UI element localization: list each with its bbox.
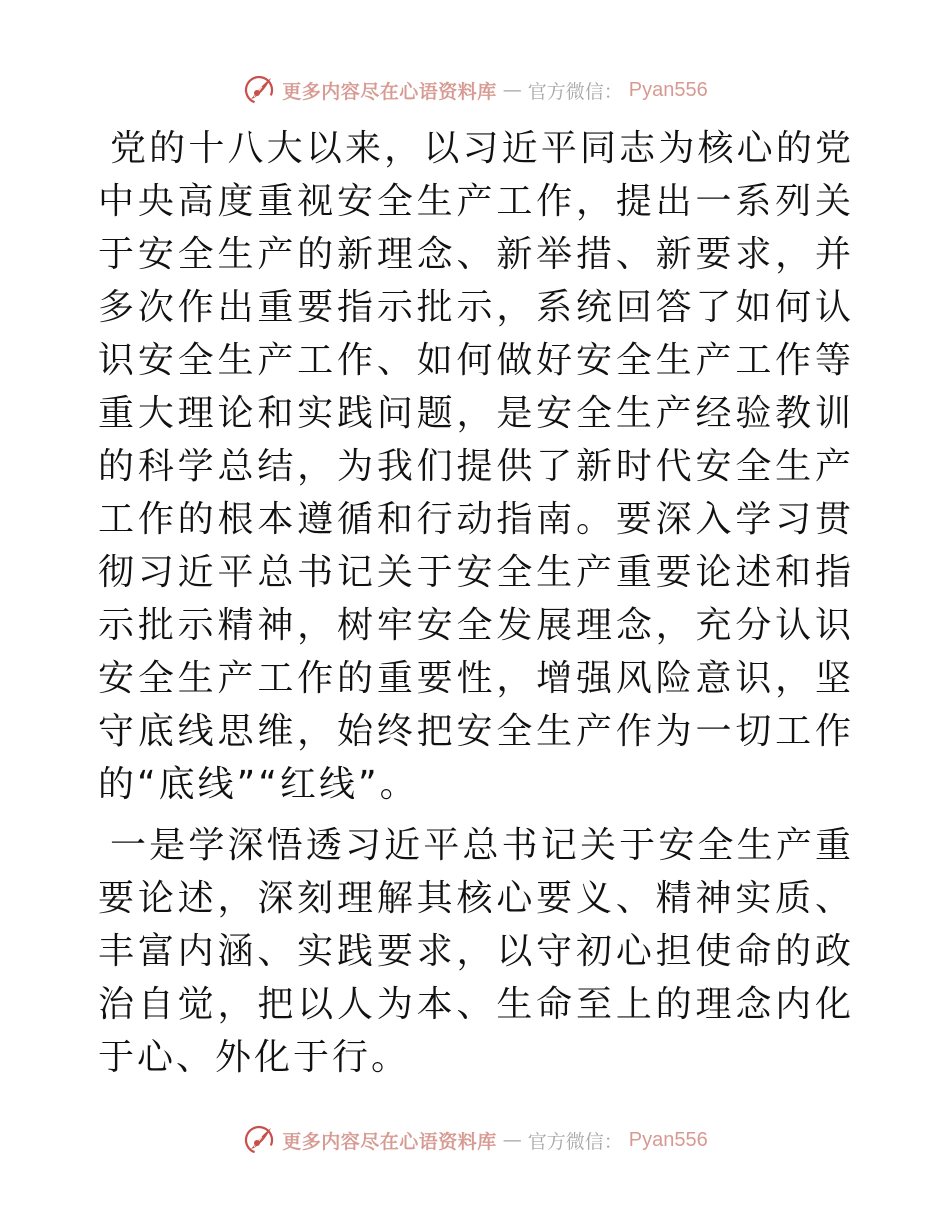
watermark-main-text: 更多内容尽在心语资料库 (282, 1130, 497, 1153)
footer-watermark (0, 1122, 950, 1158)
header-watermark (0, 72, 950, 108)
watermark-wechat-id: Pyan556 (628, 78, 708, 101)
quill-pen-logo-icon (242, 1123, 276, 1157)
paragraph-2: 一是学深悟透习近平总书记关于安全生产重要论述，深刻理解其核心要义、精神实质、丰富内涵、实践要求，以守初心担使命的政治自觉，把以人为本、生命至上的理念内化于心、外化于行。 (98, 825, 854, 1078)
watermark-sub-text: 官方微信： (527, 1130, 623, 1153)
document-body (98, 122, 854, 1084)
watermark-main-text: 更多内容尽在心语资料库 (282, 80, 497, 103)
watermark-separator: — (502, 79, 522, 101)
watermark-wechat-id: Pyan556 (628, 1128, 708, 1151)
watermark-separator: — (502, 1129, 522, 1151)
quill-pen-logo-icon (242, 73, 276, 107)
paragraph-1: 党的十八大以来，以习近平同志为核心的党中央高度重视安全生产工作，提出一系列关于安全生产的新理念、新举措、新要求，并多次作出重要指示批示，系统回答了如何认识安全生产工作、如何做好安全生产工作等重大理论和实践问题，是安全生产经验教训的科学总结，为我们提供了新时代安全生产工作的根本遵循和行动指南。要深入学习贯彻习近平总书记关于安全生产重要论述和指示批示精神，树牢安全发展理念，充分认识安全生产工作的重要性，增强风险意识，坚守底线思维，始终把安全生产作为一切工作的“底线”“红线”。 (98, 128, 854, 805)
watermark-sub-text: 官方微信： (527, 80, 623, 103)
